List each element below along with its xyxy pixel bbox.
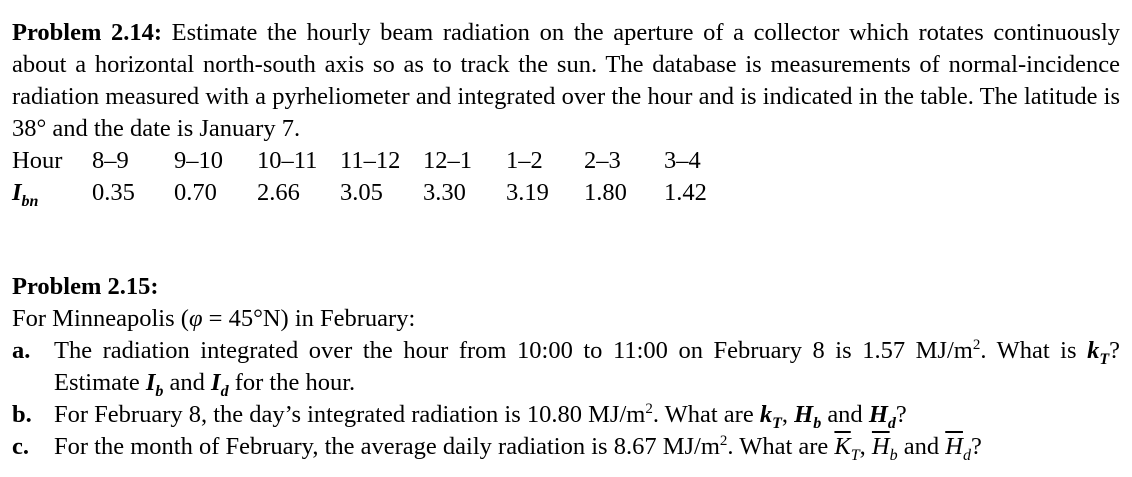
- ibn-row: [12, 179, 772, 211]
- ibn-cell: 1.42: [664, 179, 707, 206]
- ibn-cell: 0.70: [174, 179, 217, 206]
- hour-cell: 12–1: [423, 147, 472, 174]
- problem-2-15-label: Problem 2.15:: [12, 273, 159, 300]
- hour-cell: 10–11: [257, 147, 318, 174]
- part-c-marker: c.: [12, 433, 29, 460]
- problem-2-15-intro: For Minneapolis (φ = 45°N) in February:: [12, 305, 416, 332]
- hour-cell: 2–3: [584, 147, 621, 174]
- hour-cell: 3–4: [664, 147, 701, 174]
- hour-cell: 9–10: [174, 147, 223, 174]
- problem-2-14-label: Problem 2.14:: [12, 19, 163, 46]
- ibn-header: $I_{bn}$: [12, 179, 39, 210]
- ibn-cell: 3.30: [423, 179, 466, 206]
- hour-row: [12, 147, 772, 179]
- problem-2-15: [12, 271, 1120, 463]
- ibn-cell: 0.35: [92, 179, 135, 206]
- problem-2-14-text: Estimate the hourly beam radiation on the aperture of a collector which rotates continuously about a horizontal north-south axis so as to track the sun. The database is measurements of normal-incidence radiation measured with a pyrheliometer and integrated over the hour and is indicated in the table. The latitude is 38° and the date is January 7.: [12, 19, 1121, 142]
- ibn-cell: 1.80: [584, 179, 627, 206]
- hour-cell: 11–12: [340, 147, 401, 174]
- hour-cell: 8–9: [92, 147, 129, 174]
- problem-2-14: [12, 17, 1120, 145]
- part-a-marker: a.: [12, 337, 31, 364]
- part-b: b. For February 8, the day’s integrated radiation is 10.80 $MJ/m^2$. What are $k_T$, $H_b$ and $H_d$?: [12, 400, 907, 432]
- ibn-cell: 3.19: [506, 179, 549, 206]
- hour-cell: 1–2: [506, 147, 543, 174]
- part-c: c. For the month of February, the average daily radiation is 8.67 $MJ/m^2$. What are $\overline{K}_T$, $\overline{H}_b$ and $\overline{H}_d$?: [12, 432, 982, 464]
- part-b-marker: b.: [12, 401, 32, 428]
- hour-header: Hour: [12, 147, 63, 174]
- ibn-cell: 2.66: [257, 179, 300, 206]
- part-a: a. The radiation integrated over the hour from 10:00 to 11:00 on February 8 is 1.57 $MJ/m^2$. What is $k_T$? Estimate $I_b$ and $I_d$ for the hour.: [12, 336, 1120, 400]
- ibn-cell: 3.05: [340, 179, 383, 206]
